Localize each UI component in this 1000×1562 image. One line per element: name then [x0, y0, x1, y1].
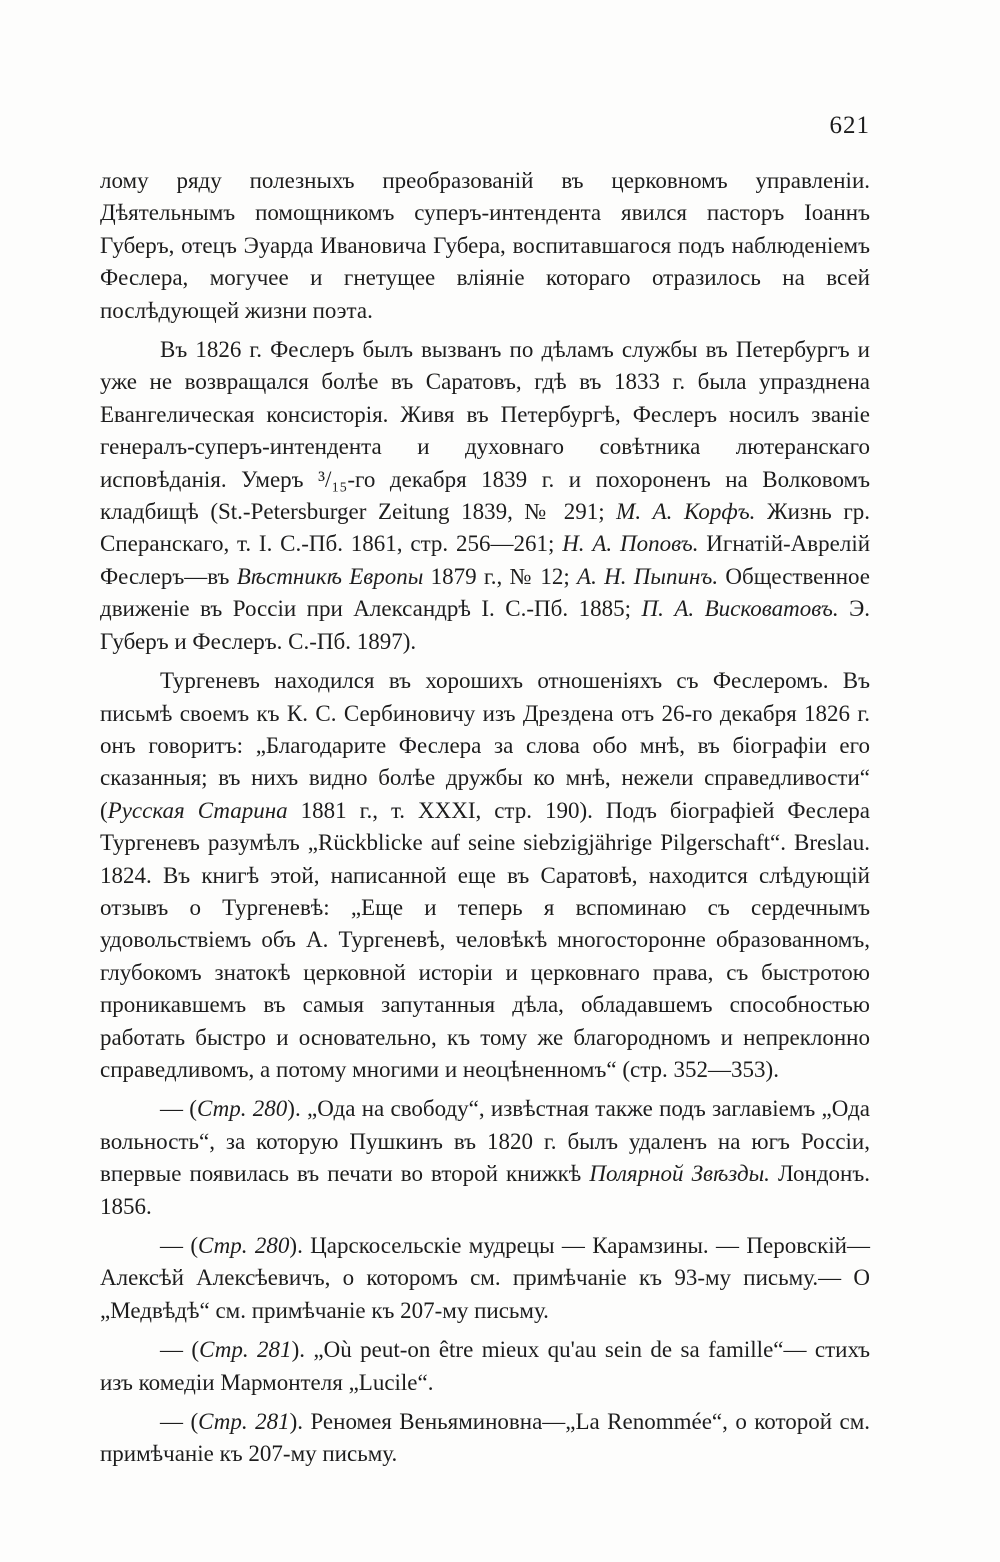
- text-run: — (: [160, 1096, 197, 1122]
- italic-reference: Н. А. Поповъ.: [562, 531, 699, 557]
- page-number: 621: [829, 112, 870, 139]
- text-run: Тургеневъ находился въ хорошихъ отношеніяхъ съ Феслеромъ. Въ письмѣ своемъ къ К. С. Сербиновичу изъ Дрездена отъ 26-го декабря 1826 г. онъ говоритъ: „Благодарите Феслера за слова обо мнѣ, въ біографіи его сказанныя; въ нихъ видно болѣе дружбы ко мнѣ, нежели справедливости“ (: [100, 668, 870, 823]
- text-run: ). Реномея Веньяминовна—„La Renommée“, о которой см. примѣчаніе къ 207-му письму.: [100, 1409, 870, 1467]
- text-run: лому ряду полезныхъ преобразованій въ церковномъ управленіи. Дѣятельнымъ помощникомъ суперъ-интендента явился пасторъ Іоаннъ Губеръ, отецъ Эуарда Ивановича Губера, воспитавшагося подъ наблюденіемъ Феслера, могучее и гнетущее вліяніе котораго отразилось на всей послѣдующей жизни поэта.: [100, 168, 870, 323]
- text-run: 1881 г., т. XXXI, стр. 190). Подъ біографіей Феслера Тургеневъ разумѣлъ „Rückblicke auf seine siebzigjährige Pilgerschaft“. Breslau. 1824. Въ книгѣ этой, написанной еще въ Саратовѣ, находится слѣдующій отзывъ о Тургеневѣ: „Еще и теперь я вспоминаю съ сердечнымъ удовольствіемъ объ А. Тургеневѣ, человѣкѣ многосторонне образованномъ, глубокомъ знатокѣ церковной исторіи и церковнаго права, съ быстротою проникавшемъ въ самыя запутанныя дѣла, обладавшемъ способностью работать быстро и основательно, къ тому же благородномъ и непреклонно справедливомъ, а потому многими и неоцѣненномъ“ (стр. 352—353).: [100, 797, 870, 1082]
- text-run: Жизнь гр. Сперанскаго, т. I. С.-Пб. 1861, стр. 256—261;: [100, 499, 871, 557]
- text-run: 1879 г., № 12;: [423, 563, 578, 589]
- italic-reference: Русская Старина: [107, 797, 288, 823]
- italic-reference: Стр. 280: [198, 1233, 290, 1258]
- text-run: Игнатій-Аврелій Феслеръ—въ: [100, 531, 871, 589]
- italic-reference: Полярной Звѣзды.: [589, 1161, 770, 1187]
- paragraph: [100, 334, 870, 658]
- italic-reference: Вѣстникѣ Европы: [236, 563, 424, 589]
- body-text: [100, 165, 870, 1478]
- italic-reference: Стр. 280: [196, 1096, 288, 1122]
- italic-reference: А. Н. Пыпинъ.: [577, 563, 719, 589]
- text-run: ). Царскосельскіе мудрецы — Карамзины. — Перовскій—Алексѣй Алексѣевичъ, о которомъ см. примѣчаніе къ 93-му письму.— О „Медвѣдѣ“ см. примѣчаніе къ 207-му письму.: [100, 1233, 870, 1323]
- text-run: Общественное движеніе въ Россіи при Александрѣ I. С.-Пб. 1885;: [100, 563, 870, 622]
- text-run: ). „Ода на свободу“, извѣстная также подъ заглавіемъ „Ода вольность“, за которую Пушкинъ въ 1820 г. былъ удаленъ на югъ Россіи, впервые появилась въ печати во второй книжкѣ: [100, 1096, 870, 1187]
- text-run: — (: [160, 1337, 200, 1363]
- paragraph: [100, 1093, 870, 1223]
- text-run: Лондонъ. 1856.: [100, 1161, 870, 1219]
- paragraph: [100, 1230, 870, 1327]
- italic-reference: П. А. Висковатовъ.: [641, 596, 839, 622]
- italic-reference: Стр. 281: [199, 1337, 292, 1363]
- text-run: — (: [160, 1233, 199, 1258]
- paragraph: [100, 665, 870, 1086]
- text-run: Въ 1826 г. Феслеръ былъ вызванъ по дѣламъ службы въ Петербургъ и уже не возвращался болѣе въ Саратовъ, гдѣ въ 1833 г. была упразднена Евангелическая консисторія. Живя въ Петербургѣ, Феслеръ носилъ званіе генералъ-суперъ-интендента и духовнаго совѣтника лютеранскаго исповѣданія. Умеръ ³/₁₅-го декабря 1839 г. и похороненъ на Волковомъ кладбищѣ (St.-Petersburger Zeitung 1839, № 291;: [100, 337, 870, 525]
- paragraph: [100, 1406, 870, 1471]
- text-run: — (: [160, 1409, 199, 1435]
- text-run: Э. Губеръ и Феслеръ. С.-Пб. 1897).: [100, 596, 871, 654]
- paragraph: [100, 1334, 870, 1399]
- italic-reference: М. А. Корфъ.: [616, 499, 756, 525]
- paragraph: [100, 165, 870, 327]
- text-run: ). „Où peut-on être mieux qu'au sein de sa famille“— стихъ изъ комедіи Мармонтеля „Lucile“.: [100, 1337, 870, 1395]
- italic-reference: Стр. 281: [198, 1409, 290, 1435]
